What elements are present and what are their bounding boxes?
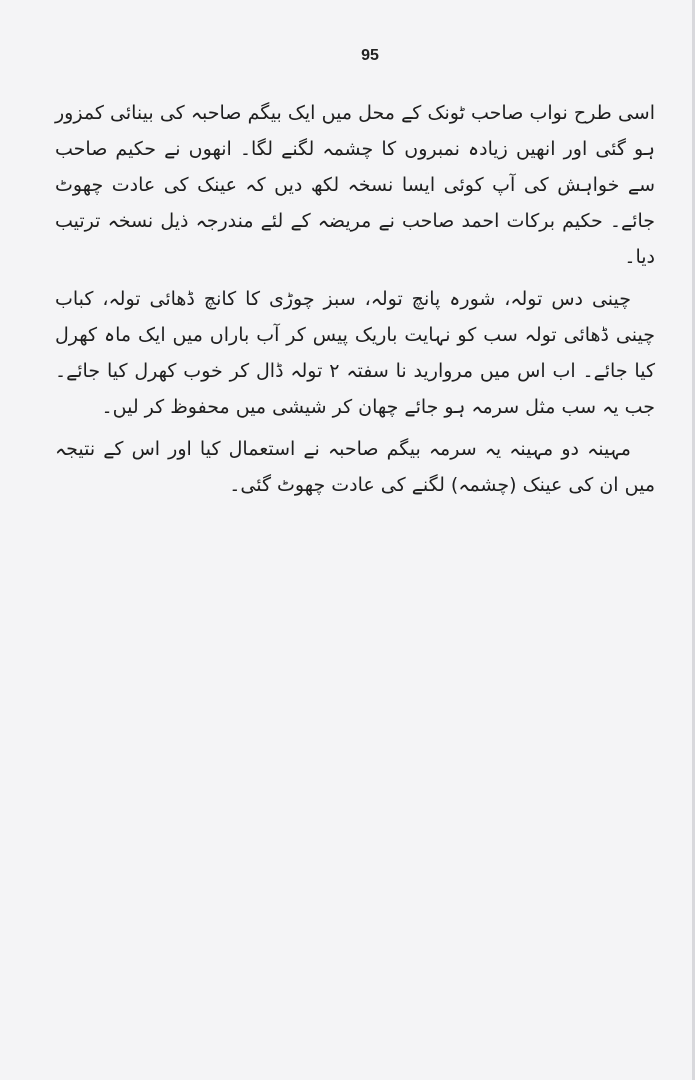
paragraph-1: اسی طرح نواب صاحب ٹونک کے محل میں ایک بیگم صاحبہ کی بینائی کمزور ہو گئی اور انھیں زیادہ نمبروں کا چشمہ لگنے لگا۔ انھوں نے حکیم صاحب سے خواہش کی آپ کوئی ایسا نسخہ لکھ دیں کہ عینک کی عادت چھوٹ جائے۔ حکیم برکات احمد صاحب نے مریضہ کے لئے مندرجہ ذیل نسخہ ترتیب دیا۔ <box>55 102 655 268</box>
page-number: 95 <box>361 47 379 64</box>
page-text-block <box>55 95 655 503</box>
paragraph-3: مہینہ دو مہینہ یہ سرمہ بیگم صاحبہ نے استعمال کیا اور اس کے نتیجہ میں ان کی عینک (چشمہ) لگنے کی عادت چھوٹ گئی۔ <box>55 438 655 496</box>
paragraph-2: چینی دس تولہ، شورہ پانچ تولہ، سبز چوڑی کا کانچ ڈھائی تولہ، کباب چینی ڈھائی تولہ سب کو نہایت باریک پیس کر آب باراں میں ایک ماہ کھرل کیا جائے۔ اب اس میں مروارید نا سفتہ ۲ تولہ ڈال کر خوب کھرل کیا جائے۔ جب یہ سب مثل سرمہ ہو جائے چھان کر شیشی میں محفوظ کر لیں۔ <box>55 288 655 418</box>
